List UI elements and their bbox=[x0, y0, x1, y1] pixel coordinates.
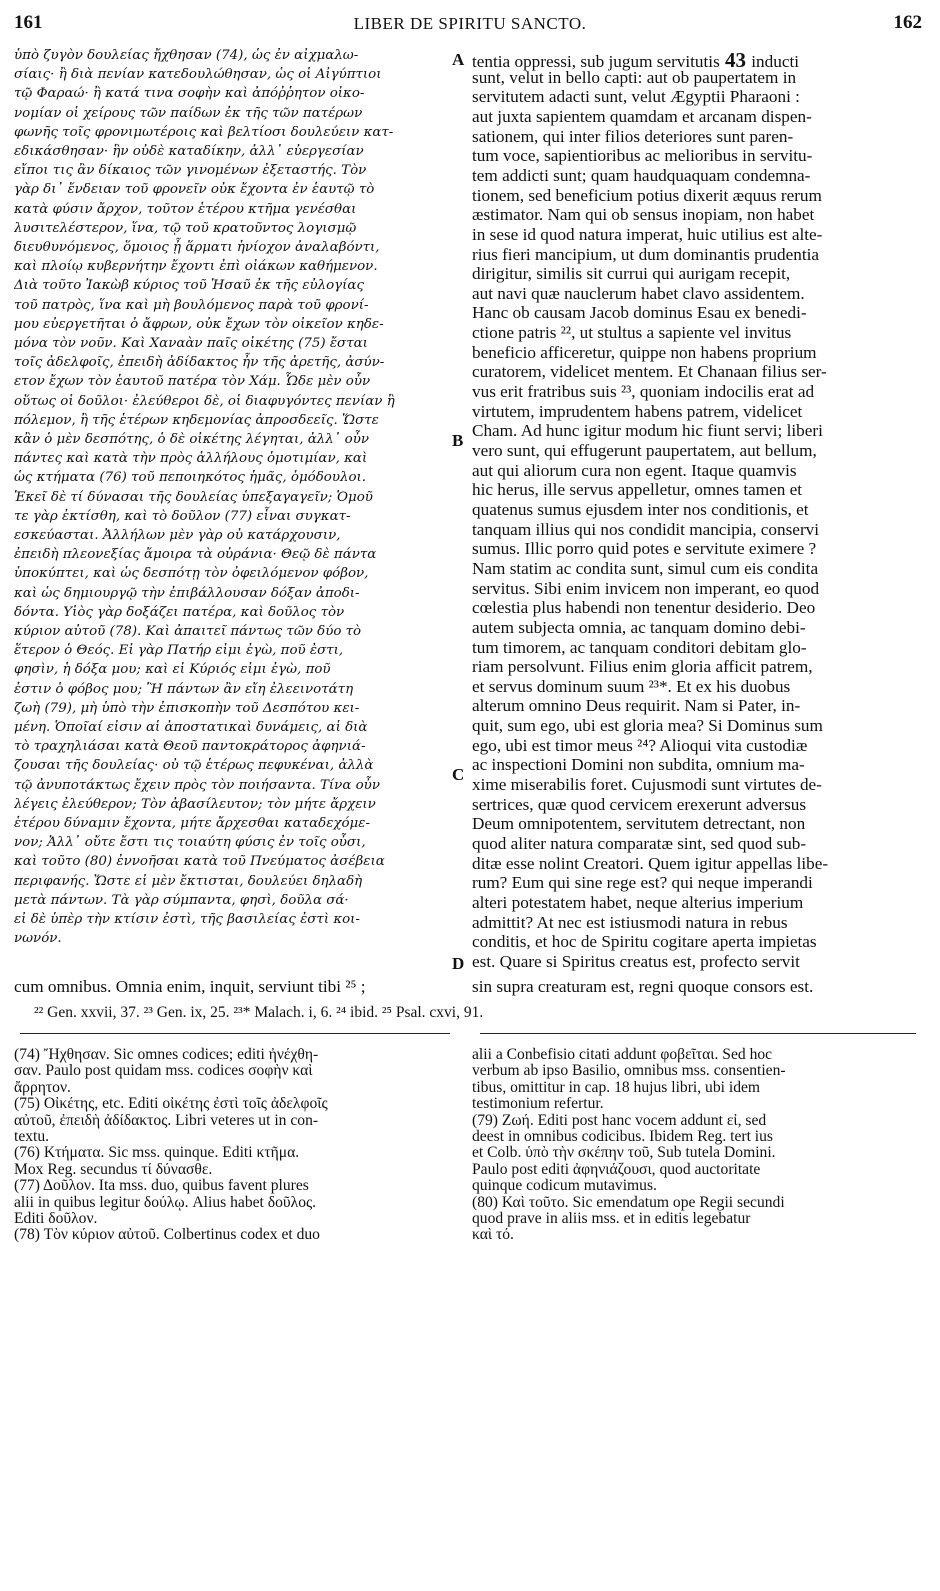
footnote-line: (76) Κτήματα. Sic mss. quinque. Editi κτῆμα. bbox=[14, 1144, 300, 1162]
latin-text-line: ac inspectioni Domini non subdita, omnium ma- bbox=[472, 755, 805, 775]
greek-text-line: οὕτως οἱ δοῦλοι· ἐλεύθεροι δὲ, οἱ διαφυγόντες πενίαν ἢ bbox=[14, 393, 395, 409]
footnote-line: verbum ab ipso Basilio, omnibus mss. consentien- bbox=[472, 1062, 786, 1080]
latin-text-line: sumus. Illic porro quid potes e servitute eximere ? bbox=[472, 539, 817, 559]
latin-text-line: riam persolvunt. Filius enim gloria afficit patrem, bbox=[472, 657, 813, 677]
footnotes-left-column bbox=[14, 1046, 454, 1466]
greek-text-line: ἑτέρου δύναμιν ἔχοντα, μήτε ἄρχεσθαι καταδεχόμε- bbox=[14, 816, 370, 831]
greek-text-line: καὶ πλοίῳ κυβερνήτην ἔχοντι ἐπὶ οἰάκων καθήμενον. bbox=[14, 259, 378, 275]
footnote-line: (74) Ἤχθησαν. Sic omnes codices; editi ἠνέχθη- bbox=[14, 1046, 319, 1063]
footnote-line: textu. bbox=[14, 1128, 50, 1145]
latin-first-line-tail: inducti bbox=[751, 52, 800, 71]
footnote-line: ἄρρητον. bbox=[14, 1078, 71, 1096]
greek-text-line: εἴποι τις ἂν δίκαιος τῶν γινομένων ἐξεταστής. Τὸν bbox=[14, 163, 367, 179]
greek-text-line: μόνα τὸν νοῦν. Καὶ Χαναὰν παῖς οἰκέτης (75) ἔσται bbox=[14, 336, 368, 351]
greek-text-line: λέγεις ἐλεύθερον; Τὸν ἀβασίλευτον; τὸν μήτε ἄρχειν bbox=[14, 796, 376, 812]
latin-text-line: tionem, sed beneficium potius dixerit æquus rerum bbox=[472, 185, 822, 205]
greek-text-line: ὡς κτήματα (76) τοῦ πεποιηκότος ἡμᾶς, ὁμόδουλοι. bbox=[14, 470, 367, 486]
footnote-line: αὐτοῦ, ἐπειδὴ ἀδίδακτος. Libri veteres ut in con- bbox=[14, 1111, 319, 1129]
latin-text-line: autem subjecta omnia, ac tanquam domino debi- bbox=[472, 617, 806, 637]
greek-text-line: γὰρ δι᾽ ἔνδειαν τοῦ φρονεῖν οὐκ ἔχοντα ἐν ἑαυτῷ τὸ bbox=[14, 182, 375, 198]
latin-text-line: ego, ubi est timor meus ²⁴? Alioqui vita custodiæ bbox=[472, 735, 808, 755]
latin-text-line: est. Quare si Spiritus creatus est, profecto servit bbox=[472, 951, 800, 971]
latin-text-line: aut navi quæ nauclerum habet clavo assidentem. bbox=[472, 283, 805, 303]
greek-text-line: εἰ δὲ ὑπὲρ τὴν κτίσιν ἐστὶ, τῆς βασιλείας ἐστὶ κοι- bbox=[14, 912, 360, 927]
running-header bbox=[0, 8, 940, 38]
latin-text-line: vus erit fratribus suis ²³, quoniam indocilis erat ad bbox=[472, 382, 815, 402]
footnote-line: tibus, omittitur in cap. 18 hujus libri, ubi idem bbox=[472, 1078, 761, 1096]
latin-text-line: cœlestia plus habendi non tenentur desiderio. Deo bbox=[472, 598, 816, 618]
greek-text-line: καὶ τοῦτο (80) ἐννοῆσαι κατὰ τοῦ Πνεύματος ἀσέβεια bbox=[14, 854, 385, 870]
footnote-line: Editi δοῦλον. bbox=[14, 1210, 98, 1227]
greek-text-line: κύριον αὐτοῦ (78). Καὶ ἀπαιτεῖ πάντως τῶν δύο τὸ bbox=[14, 624, 362, 639]
latin-text-line: et servus dominum suum ²³*. Et ex his duobus bbox=[472, 676, 791, 696]
latin-text-line: Deum omnipotentem, servitutem detrectant, non bbox=[472, 814, 806, 834]
greek-text-line: περιφανής. Ὥστε εἰ μὲν ἔκτισται, δουλεύει δηλαδὴ bbox=[14, 873, 363, 889]
latin-text-line: quod aliter natura comparatæ sint, sed quod sub- bbox=[472, 834, 807, 853]
greek-text-line: δόντα. Υἱὸς γὰρ δοξάζει πατέρα, καὶ δοῦλος τὸν bbox=[14, 604, 345, 620]
footnote-line: (78) Τὸν κύριον αὐτοῦ. Colbertinus codex et duo bbox=[14, 1226, 320, 1244]
margin-letter-d: D bbox=[452, 954, 465, 973]
greek-text-line: εσκεύασται. Ἀλλήλων μὲν γὰρ οὐ κατάρχουσιν, bbox=[14, 528, 341, 543]
greek-text-line: σίαις· ἢ διὰ πενίαν κατεδουλώθησαν, ὡς οἱ Αἰγύπτιοι bbox=[14, 67, 382, 83]
greek-text-line: πάντες καὶ κατὰ τὴν πρὸς ἀλλήλους ὁμοτιμίαν, καὶ bbox=[14, 451, 368, 467]
footnote-line: σαν. Paulo post quidam mss. codices σοφὴν καὶ bbox=[14, 1062, 313, 1080]
running-title: LIBER DE SPIRITU SANCTO. bbox=[353, 14, 587, 33]
latin-column bbox=[472, 48, 916, 978]
margin-letter-b: B bbox=[452, 431, 464, 450]
greek-text-line: νομίαν οἱ χείρους τῶν παίδων ἐκ τῆς τῶν πατέρων bbox=[14, 105, 363, 121]
footnote-line: testimonium refertur. bbox=[472, 1095, 604, 1113]
latin-text-line: aut qui aliorum cura non egent. Itaque quamvis bbox=[472, 460, 797, 480]
latin-text-line: aut juxta sapientem quamdam et arcanam dispen- bbox=[472, 106, 812, 126]
latin-text-line: æstimator. Nam qui ob sensus inopiam, non habet bbox=[472, 205, 815, 225]
greek-text-line: ὑπὸ ζυγὸν δουλείας ἤχθησαν (74), ὡς ἐν αἰχμαλω- bbox=[14, 48, 359, 63]
latin-text-line: ditæ esse nolint Creatori. Quem igitur appellas libe- bbox=[472, 853, 829, 873]
latin-text-line: beneficio afficeretur, quippe non habens proprium bbox=[472, 342, 817, 362]
latin-text-line: quit, sum ego, ubi est gloria mea? Si Dominus sum bbox=[472, 716, 823, 736]
margin-letter-c: C bbox=[452, 765, 465, 784]
greek-text-line: κατὰ φύσιν ἄρχον, τοῦτον ἑτέρου κτῆμα γενέσθαι bbox=[14, 201, 357, 217]
greek-text-line: τε γὰρ ἐκτίσθη, καὶ τὸ δοῦλον (77) εἶναι συγκατ- bbox=[14, 508, 351, 524]
latin-text-line: sunt, velut in bello capti: aut ob paupertatem in bbox=[472, 67, 797, 87]
latin-text-line: rum? Eum qui sine rege est? qui neque imperandi bbox=[472, 873, 813, 893]
footnote-line: καὶ τό. bbox=[472, 1226, 514, 1244]
page-number-left: 161 bbox=[14, 12, 43, 33]
scripture-references: ²² Gen. xxvii, 37. ²³ Gen. ix, 25. ²³* Malach. i, 6. ²⁴ ibid. ²⁵ Psal. cxvi, 91. bbox=[34, 1004, 484, 1021]
latin-text-line: virtutem, imprudentem habens patrem, videlicet bbox=[472, 401, 803, 421]
greek-text-line: φησὶν, ἡ δόξα μου; καὶ εἰ Κύριός εἰμι ἐγὼ, ποῦ bbox=[14, 662, 331, 678]
greek-text-line: τῷ Φαραώ· ἢ κατά τινα σοφὴν καὶ ἀπόῤῥητον οἰκο- bbox=[14, 86, 365, 102]
greek-text-line: ζουσαι τῆς δουλείας· οὐ τῷ ἑτέρως πεφυκέναι, ἀλλὰ bbox=[14, 758, 374, 774]
latin-text-line: in sese id quod natura imperat, huic utilius est alte- bbox=[472, 224, 823, 244]
column-number: 43 bbox=[719, 48, 752, 72]
greek-text-line: ἕτερον ὁ Θεός. Εἰ γὰρ Πατήρ εἰμι ἐγὼ, ποῦ ἐστι, bbox=[14, 643, 344, 659]
footnote-line: quod prave in aliis mss. et in editis legebatur bbox=[472, 1210, 751, 1227]
latin-text-line: sationem, qui inter filios deteriores sunt paren- bbox=[472, 126, 794, 146]
latin-text-line: xime miserabilis foret. Cujusmodi sunt virtutes de- bbox=[472, 775, 822, 795]
greek-text-line: μετὰ πάντων. Τὰ γὰρ σύμπαντα, φησὶ, δοῦλα σά· bbox=[14, 892, 349, 908]
latin-text-line: quatenus sumus ejusdem inter nos conditionis, et bbox=[472, 499, 809, 519]
footnote-line: alii in quibus legitur δούλῳ. Alius habet δοῦλος. bbox=[14, 1193, 317, 1211]
latin-text-line: sertrices, quæ quod cervicem erexerunt adversus bbox=[472, 794, 807, 814]
footnote-line: deest in omnibus codicibus. Ibidem Reg. tert ius bbox=[472, 1128, 774, 1145]
greek-text-line: φωνῆς τοῖς φρονιμωτέροις καὶ βελτίοσι δουλεύειν κατ- bbox=[14, 124, 394, 140]
latin-text-line: alteri potestatem habet, neque alterius imperium bbox=[472, 892, 804, 912]
latin-text-line: tum voce, sapientioribus ac melioribus in servitu- bbox=[472, 146, 813, 166]
greek-text-line: τοῖς ἀδελφοῖς, ἐπειδὴ ἀδίδακτος ἦν τῆς ἀρετῆς, ἀσύν- bbox=[14, 355, 385, 371]
latin-text-line: admittit? At nec est istiusmodi natura in rebus bbox=[472, 912, 788, 932]
greek-text-line: νον; Ἀλλ᾽ οὔτε ἔστι τις τοιαύτη φύσις ἐν τοῖς οὖσι, bbox=[14, 835, 366, 851]
greek-text-line: Διὰ τοῦτο Ἰακὼβ κύριος τοῦ Ἡσαῦ ἐκ τῆς εὐλογίας bbox=[14, 278, 364, 294]
latin-text-line: servitus. Sibi enim invicem non imperant, eo quod bbox=[472, 578, 820, 598]
greek-text-line: εδικάσθησαν· ἣν οὐδὲ καταδίκην, ἀλλ᾽ εὐεργεσίαν bbox=[14, 144, 364, 159]
latin-text-line: Hanc ob causam Jacob dominus Esau ex benedi- bbox=[472, 303, 807, 323]
greek-text-line: τοῦ πατρὸς, ἵνα καὶ μὴ βουλόμενος παρὰ τοῦ φρονί- bbox=[14, 297, 369, 313]
latin-text-line: vero sunt, qui effugerunt paupertatem, aut bellum, bbox=[472, 441, 817, 460]
greek-text-line: ἐπειδὴ πλεονεξίας ἄμοιρα τὰ οὐράνια· Θεῷ δὲ πάντα bbox=[14, 547, 377, 563]
footnote-line: et Colb. ὑπὸ τὴν σκέπην τοῦ, Sub tutela Domini. bbox=[472, 1144, 776, 1162]
greek-text-line: μένη. Ὁποῖαί εἰσιν αἱ ἀποστατικαὶ δυνάμεις, αἱ διὰ bbox=[14, 720, 368, 735]
latin-text-line: servitutem adacti sunt, velut Ægyptii Pharaoni : bbox=[472, 87, 800, 107]
footnote-line: (79) Ζωή. Editi post hanc vocem addunt εἰ, sed bbox=[472, 1111, 767, 1129]
greek-text-line: ετον ἔχων τὸν ἑαυτοῦ πατέρα τὸν Χάμ. Ὧδε μὲν οὖν bbox=[14, 374, 371, 390]
full-line-right: sin supra creaturam est, regni quoque consors est. bbox=[472, 977, 814, 996]
greek-text-line: ὑποκύπτει, καὶ ὡς δεσπότῃ τὸν ὀφειλόμενον φόβον, bbox=[14, 566, 369, 582]
latin-text-line: conditis, et hoc de Spiritu cogitare aperta impietas bbox=[472, 932, 817, 952]
greek-text-line: καὶ ὡς δημιουργῷ τὴν ἐπιβάλλουσαν δόξαν ἀποδι- bbox=[14, 585, 360, 601]
latin-text-line: tanquam illius qui nos condidit mancipia, conservi bbox=[472, 519, 820, 539]
latin-text-line: tem addicti sunt; quam haudquaquam condemna- bbox=[472, 165, 811, 185]
latin-text-line: rius fieri mancipium, ut dum dominantis prudentia bbox=[472, 244, 820, 264]
latin-text-line: alterum omnino Deus requirit. Nam si Pater, in- bbox=[472, 696, 801, 716]
greek-text-line: ζωὴ (79), μὴ ὑπὸ τὴν ἐπισκοπὴν τοῦ Δεσπότου κει- bbox=[14, 700, 360, 716]
greek-text-line: πόλεμον, ἢ τῆς ἑτέρων κηδεμονίας ἀπροσδεεῖς. Ὥστε bbox=[14, 412, 379, 428]
latin-text-line: Cham. Ad hunc igitur modum hic fiunt servi; liberi bbox=[472, 421, 823, 441]
footnote-line: (80) Καὶ τοῦτο. Sic emendatum ope Regii secundi bbox=[472, 1193, 785, 1211]
footnote-line: Mox Reg. secundus τί δύνασθε. bbox=[14, 1160, 213, 1178]
latin-text-line: Nam statim ac condita sunt, simul cum eis condita bbox=[472, 558, 819, 578]
footnote-line: Paulo post editi ἀφηνιάζουσι, quod auctoritate bbox=[472, 1160, 761, 1178]
greek-text-line: Ἐκεῖ δὲ τί δύνασαι τῆς δουλείας ὑπεξαγαγεῖν; Ὁμοῦ bbox=[14, 489, 373, 505]
footnote-rule-right bbox=[480, 1033, 916, 1034]
latin-text-line: tum timorem, ac tanquam conditori debitam glo- bbox=[472, 637, 807, 657]
latin-text-line: dirigitur, similis sit currui qui aurigam recepit, bbox=[472, 264, 791, 284]
greek-text-line: κἂν ὁ μὲν δεσπότης, ὁ δὲ οἰκέτης λέγηται, ἀλλ᾽ οὖν bbox=[14, 432, 370, 447]
footnote-line: alii a Conbefisio citati addunt φοβεῖται. Sed hoc bbox=[472, 1046, 773, 1063]
greek-text-line: τῷ ἀνυποτάκτως ἔχειν πρὸς τὸν ποιήσαντα. Τίνα οὖν bbox=[14, 777, 380, 793]
footnote-line: (75) Οἰκέτης, etc. Editi οἰκέτης ἐστὶ τοῖς ἀδελφοῖς bbox=[14, 1095, 328, 1113]
footnote-line: (77) Δοῦλον. Ita mss. duo, quibus favent plures bbox=[14, 1177, 309, 1195]
page-number-right: 162 bbox=[893, 12, 922, 33]
latin-text-line: curatorem, videlicet mentem. Et Chanaan filius ser- bbox=[472, 362, 827, 382]
footnote-line: quinque codicum mutavimus. bbox=[472, 1177, 657, 1195]
latin-text-line: tentia oppressi, sub jugum servitutis 43 inducti bbox=[472, 48, 800, 72]
greek-text-line: διευθυνόμενος, ὅμοιος ᾖ ἅρματι ἡνίοχον ἀναλαβόντι, bbox=[14, 240, 380, 255]
margin-letter-a: A bbox=[452, 50, 465, 69]
full-line-left: cum omnibus. Omnia enim, inquit, serviunt tibi ²⁵ ; bbox=[14, 977, 366, 996]
latin-text-line: hic herus, ille servus appelletur, omnes tamen et bbox=[472, 480, 803, 500]
greek-text-line: τὸ τραχηλιάσαι κατὰ Θεοῦ παντοκράτορος ἀφηνιά- bbox=[14, 739, 366, 755]
footnote-rule-left bbox=[20, 1033, 450, 1034]
greek-text-line: μου εὐεργετῆται ὁ ἄφρων, οὐκ ἔχων τὸν οἰκεῖον κηδε- bbox=[14, 316, 384, 332]
greek-text-line: λυσιτελέστερον, ἵνα, τῷ τοῦ κρατοῦντος λογισμῷ bbox=[14, 220, 357, 236]
greek-text-line: νωνόν. bbox=[14, 931, 62, 947]
greek-column bbox=[14, 48, 450, 978]
latin-text-line: ctione patris ²², ut stultus a sapiente vel invitus bbox=[472, 323, 792, 343]
footnotes-right-column bbox=[472, 1046, 920, 1466]
greek-text-line: ἐστιν ὁ φόβος μου; Ἢ πάντων ἂν εἴη ἐλεεινοτάτη bbox=[14, 681, 354, 697]
